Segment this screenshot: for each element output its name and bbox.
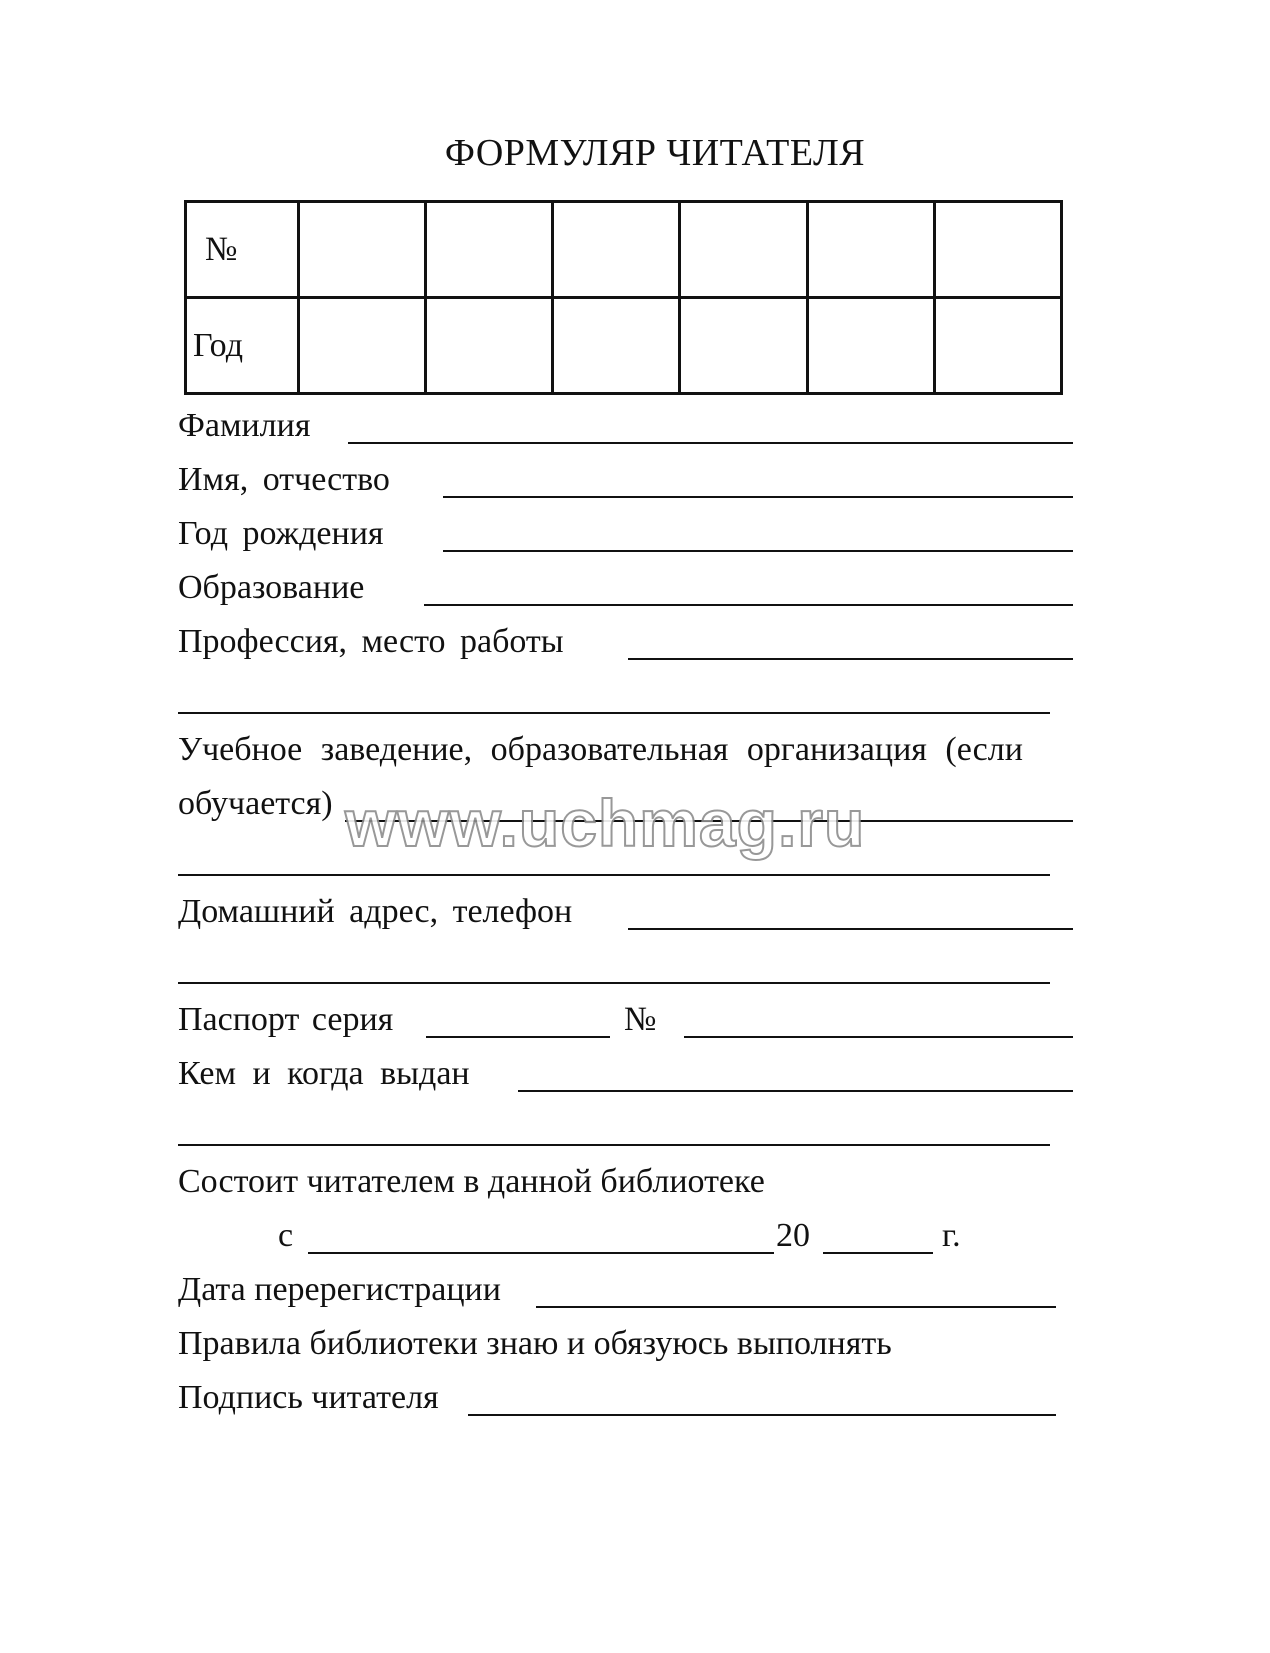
profession-line-2: [178, 712, 1050, 714]
passport-series-label: Паспорт серия: [178, 1001, 394, 1038]
since-year-prefix: 20: [776, 1217, 810, 1254]
school-line-2: [178, 874, 1050, 876]
school-label-continued: обучается): [178, 785, 333, 822]
issued-by-line: [518, 1090, 1073, 1092]
watermark: www.uchmag.ru: [345, 786, 866, 860]
number-cell: [299, 202, 426, 298]
number-cell: [553, 202, 680, 298]
since-date-line: [308, 1252, 774, 1254]
school-label: Учебное заведение, образовательная организация (если: [178, 731, 1023, 768]
passport-series-line: [426, 1036, 610, 1038]
number-row: [186, 202, 1062, 298]
home-address-label: Домашний адрес, телефон: [178, 893, 573, 930]
card-number-grid: [184, 200, 1063, 395]
row-label-year: Год: [186, 298, 299, 394]
number-cell: [807, 202, 934, 298]
reregistration-label: Дата перерегистрации: [178, 1271, 501, 1308]
education-label: Образование: [178, 569, 365, 606]
profession-label: Профессия, место работы: [178, 623, 564, 660]
birth-year-line: [443, 550, 1073, 552]
member-since-label: Состоит читателем в данной библиотеке: [178, 1163, 765, 1200]
surname-label: Фамилия: [178, 407, 311, 444]
reregistration-line: [536, 1306, 1056, 1308]
home-address-line-2: [178, 982, 1050, 984]
signature-label: Подпись читателя: [178, 1379, 439, 1416]
form-title: ФОРМУЛЯР ЧИТАТЕЛЯ: [444, 132, 866, 174]
name-patronymic-line: [443, 496, 1073, 498]
number-cell: [426, 202, 553, 298]
year-cell: [680, 298, 807, 394]
passport-number-label: №: [624, 1001, 657, 1038]
issued-by-line-2: [178, 1144, 1050, 1146]
year-cell: [426, 298, 553, 394]
signature-line: [468, 1414, 1056, 1416]
year-cell: [553, 298, 680, 394]
since-prefix: с: [278, 1217, 294, 1254]
home-address-line: [628, 928, 1073, 930]
name-patronymic-label: Имя, отчество: [178, 461, 390, 498]
education-line: [424, 604, 1073, 606]
surname-line: [348, 442, 1073, 444]
birth-year-label: Год рождения: [178, 515, 384, 552]
row-label-number: №: [186, 202, 299, 298]
passport-number-line: [684, 1036, 1073, 1038]
since-year-suffix: г.: [942, 1217, 961, 1254]
issued-by-label: Кем и когда выдан: [178, 1055, 470, 1092]
year-row: [186, 298, 1062, 394]
rules-statement: Правила библиотеки знаю и обязуюсь выполнять: [178, 1325, 892, 1362]
since-year-line: [823, 1252, 933, 1254]
number-cell: [934, 202, 1061, 298]
number-cell: [680, 202, 807, 298]
profession-line: [628, 658, 1073, 660]
year-cell: [299, 298, 426, 394]
year-cell: [934, 298, 1061, 394]
year-cell: [807, 298, 934, 394]
